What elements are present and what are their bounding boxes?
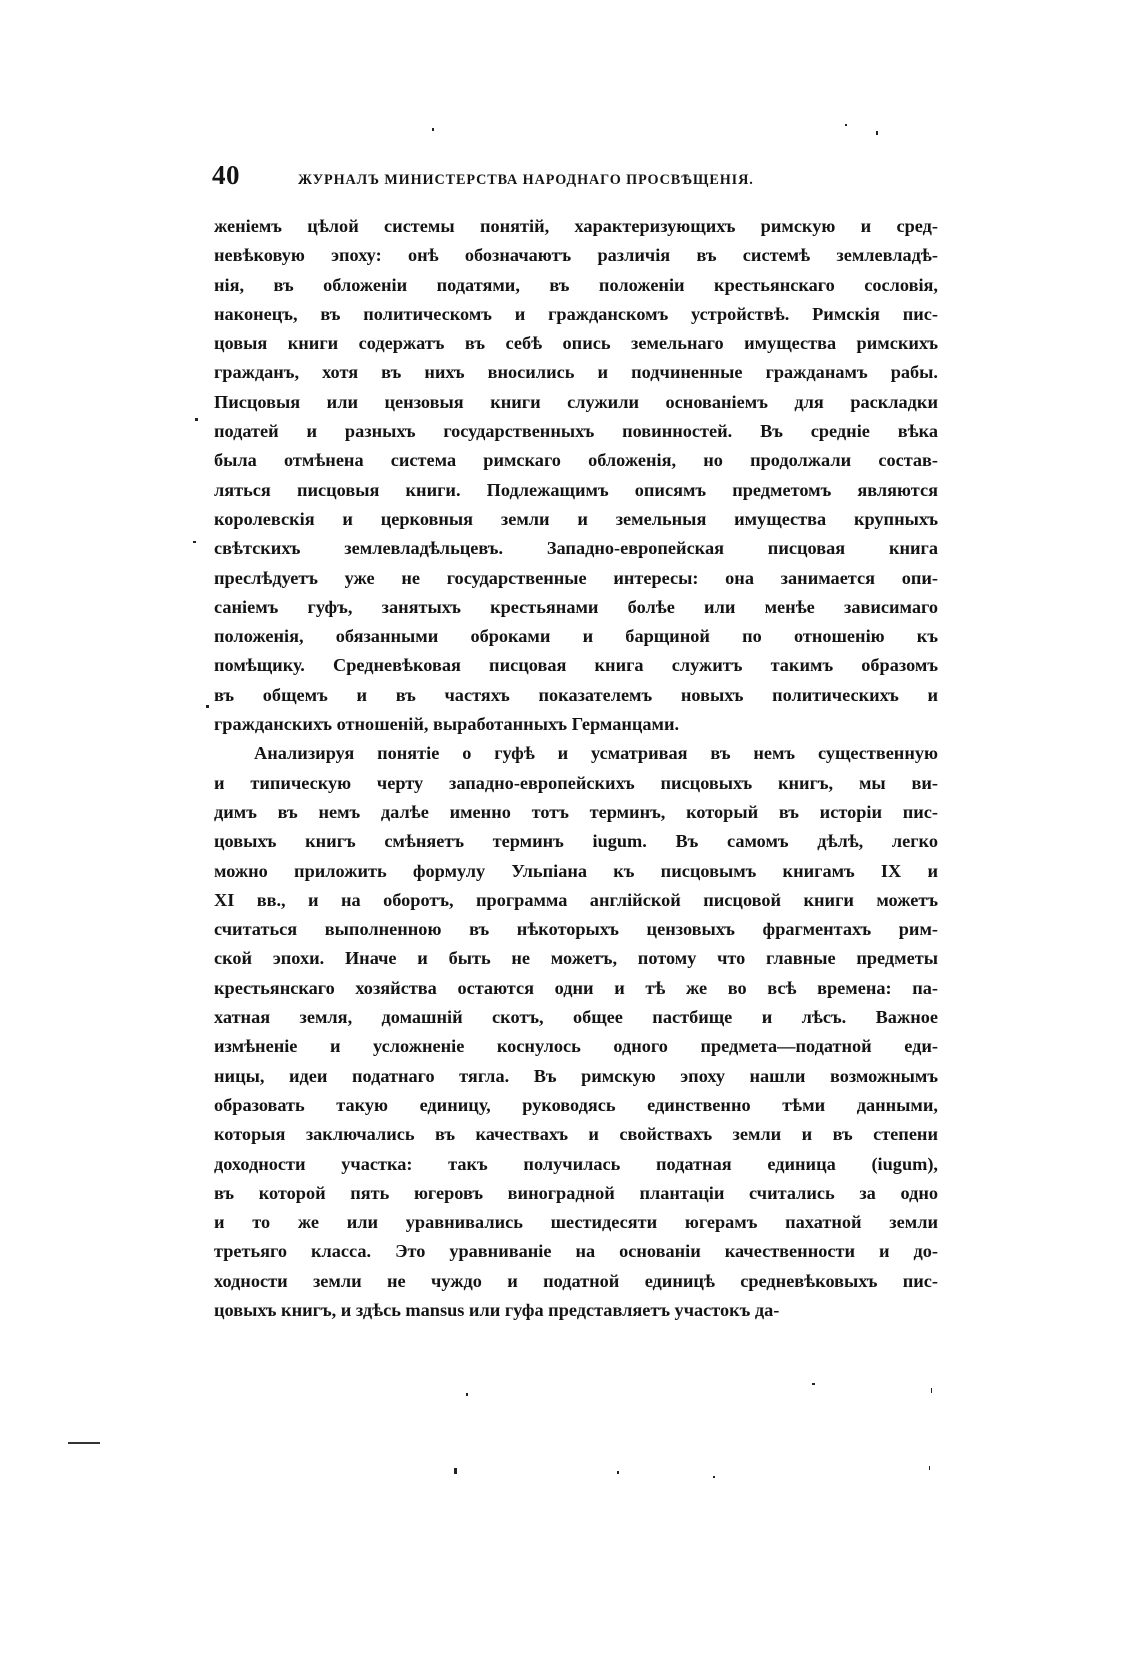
- text-line: гражданъ, хотя въ нихъ вносились и подчиненные гражданамъ рабы.: [214, 362, 938, 383]
- scan-speck: [206, 705, 209, 708]
- text-line: положенія, обязанными оброками и барщиной по отношенію къ: [214, 626, 938, 647]
- text-line: цовыхъ книгъ, и здѣсь mansus или гуфа представляетъ участокъ да-: [214, 1299, 780, 1320]
- text-line: королевскія и церковныя земли и земельныя имущества крупныхъ: [214, 508, 938, 529]
- text-line: цовыхъ книгъ смѣняетъ терминъ iugum. Въ самомъ дѣлѣ, легко: [214, 831, 938, 852]
- text-line: женіемъ цѣлой системы понятій, характеризующихъ римскую и сред-: [214, 216, 938, 236]
- text-line: преслѣдуетъ уже не государственные интересы: она занимается опи-: [214, 567, 938, 588]
- scan-speck: [454, 1468, 457, 1474]
- text-line: измѣненіе и усложненіе коснулось одного предмета—податной еди-: [214, 1036, 938, 1057]
- text-line: въ общемъ и въ частяхъ показателемъ новыхъ политическихъ и: [214, 684, 938, 705]
- page-number: 40: [212, 160, 240, 190]
- scan-speck: [929, 1466, 930, 1470]
- scan-speck: [617, 1471, 619, 1474]
- text-line: цовыя книги содержатъ въ себѣ опись земельнаго имущества римскихъ: [214, 333, 938, 354]
- text-line: ской эпохи. Иначе и быть не можетъ, потому что главные предметы: [214, 948, 938, 969]
- text-line: димъ въ немъ далѣе именно тотъ терминъ, который въ исторіи пис-: [214, 801, 938, 822]
- text-line: гражданскихъ отношеній, выработанныхъ Германцами.: [214, 714, 680, 735]
- scan-rule: [68, 1442, 100, 1444]
- text-line: наконецъ, въ политическомъ и гражданскомъ устройствѣ. Римскія пис-: [214, 303, 938, 324]
- scan-speck: [876, 131, 878, 135]
- scan-speck: [845, 124, 847, 126]
- page-header: [212, 160, 940, 200]
- text-line: образовать такую единицу, руководясь единственно тѣми данными,: [214, 1094, 938, 1115]
- text-line: ходности земли не чуждо и податной единицѣ средневѣковыхъ пис-: [214, 1270, 938, 1291]
- text-line: свѣтскихъ землевладѣльцевъ. Западно-европейская писцовая книга: [214, 538, 938, 559]
- text-line: доходности участка: такъ получилась податная единица (iugum),: [214, 1153, 938, 1174]
- text-line: Анализируя понятіе о гуфѣ и усматривая въ немъ существенную: [254, 743, 938, 764]
- text-line: можно приложить формулу Ульпіана къ писцовымъ книгамъ IX и: [214, 860, 938, 881]
- text-line: хатная земля, домашній скотъ, общее пастбище и лѣсъ. Важное: [214, 1007, 938, 1028]
- scan-speck: [195, 418, 198, 421]
- text-line: и типическую черту западно-европейскихъ писцовыхъ книгъ, мы ви-: [214, 772, 938, 793]
- text-line: помѣщику. Средневѣковая писцовая книга служитъ такимъ образомъ: [214, 655, 938, 676]
- text-line: третьяго класса. Это уравниваніе на основаніи качественности и до-: [214, 1241, 938, 1262]
- body-text: [214, 212, 938, 1325]
- scan-speck: [812, 1383, 815, 1385]
- text-line: и то же или уравнивались шестидесяти югерамъ пахатной земли: [214, 1212, 938, 1233]
- text-line: была отмѣнена система римскаго обложенія, но продолжали состав-: [214, 450, 938, 471]
- text-line: Писцовыя или цензовыя книги служили основаніемъ для раскладки: [214, 391, 938, 412]
- text-line: нія, въ обложеніи податями, въ положеніи крестьянскаго сословія,: [214, 274, 938, 295]
- scan-speck: [713, 1476, 715, 1478]
- text-line: ляться писцовыя книги. Подлежащимъ описямъ предметомъ являются: [214, 479, 938, 500]
- running-head: ЖУРНАЛЪ МИНИСТЕРСТВА НАРОДНАГО ПРОСВѢЩЕНІЯ.: [298, 172, 754, 188]
- text-line: которыя заключались въ качествахъ и свойствахъ земли и въ степени: [214, 1124, 938, 1145]
- scan-speck: [931, 1388, 932, 1393]
- text-line: въ которой пять югеровъ виноградной плантаціи считались за одно: [214, 1182, 938, 1203]
- text-line: ницы, идеи податнаго тягла. Въ римскую эпоху нашли возможнымъ: [214, 1065, 938, 1086]
- text-line: податей и разныхъ государственныхъ повинностей. Въ средніе вѣка: [214, 421, 938, 442]
- text-line: XI вв., и на оборотъ, программа англійской писцовой книги можетъ: [214, 889, 938, 910]
- text-line: крестьянскаго хозяйства остаются одни и тѣ же во всѣ времена: па-: [214, 977, 938, 998]
- scan-speck: [193, 541, 196, 543]
- text-line: считаться выполненною въ нѣкоторыхъ цензовыхъ фрагментахъ рим-: [214, 919, 938, 940]
- scan-speck: [432, 128, 434, 131]
- text-line: невѣковую эпоху: онѣ обозначаютъ различія въ системѣ землевладѣ-: [214, 245, 938, 266]
- scan-speck: [466, 1393, 468, 1396]
- text-line: саніемъ гуфъ, занятыхъ крестьянами болѣе или менѣе зависимаго: [214, 596, 938, 617]
